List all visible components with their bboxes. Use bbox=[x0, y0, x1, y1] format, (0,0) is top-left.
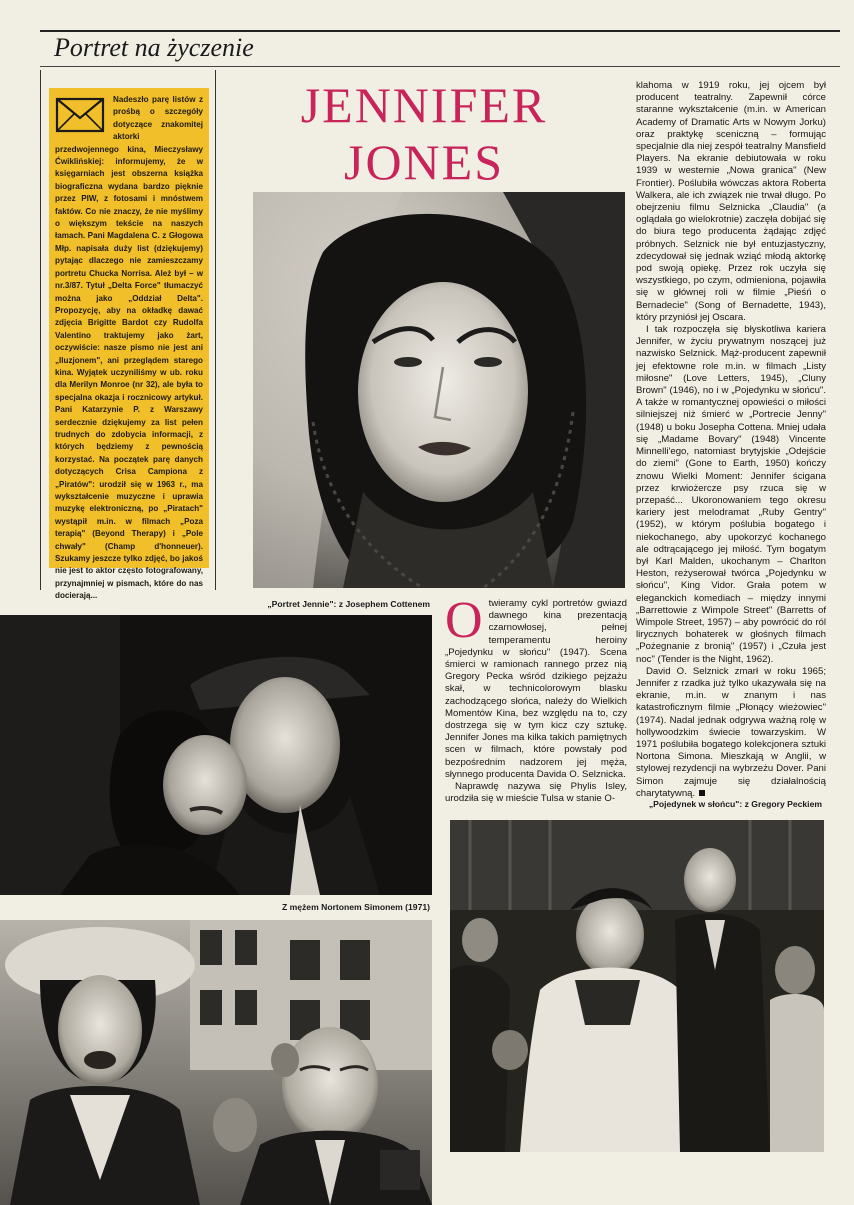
article-paragraph: I tak rozpoczęła się błyskotliwa kariera Jennifer, w życiu prywatnym noszącej już nazwisko Selznick. Mąż-producent zapewnił jej efektowne role m.in. w filmach „Listy miłosne" (Love Letters, 1945), „Cluny Brown" (1946), no i w „Pojedynku w słońcu". A także w romantycznej opowieści o miłości silniejszej niż śmierć w „Portrecie Jenny" (1948) u boku Josepha Cottena. Mniej udała się „Madame Bovary" (1948) Vincente Minnelli'ego, natomiast brytyjskie „Odejście do ziemi" (Gone to Earth, 1950) kończy znowu Wielki Moment: Jennifer ścigana przez krwiożercze psy rzuca się w przepaść... Ukoronowaniem tego okresu kariery jest melodramat „Ruby Gentry" (1952), w którym poślubia bogatego i niekochanego, aby upokorzyć kochanego ale odtrącającego jej miłość. Tym bogatym był Karl Malden, ukochanym – Charlton Heston, reżyserował twórca „Pojedynku w słońcu", King Vidor. Grała potem w eleganckich komediach – między innymi „Barrettowie z Wimpole Street" (Barretts of Wimpole Street, 1957) – aby powrócić do ról lirycznych bohaterek w głośnych filmach „Pożegnanie z bronią" (1957) i „Czuła jest noc" (Tender is the Night, 1962). bbox=[636, 324, 826, 665]
caption-pojedynek: „Pojedynek w słońcu": z Gregory Peckiem bbox=[648, 799, 822, 809]
caption-simon: Z mężem Nortonem Simonem (1971) bbox=[281, 902, 430, 912]
column-divider bbox=[215, 70, 216, 590]
article-paragraph bbox=[636, 666, 826, 800]
portrait-photo bbox=[253, 192, 625, 588]
article-text: twieramy cykl portretów gwiazd dawnego kina prezentacją czarnowłosej, pełnej temperamentu heroiny „Pojedynku w słońcu" (1947). Scena śmierci w ramionach rannego przez nią Gregory Pecka wśród dzikiego pejzażu skał, w technicolorowym blasku zachodzącego słońca, należy do Wielkich Momentów Kina, bez względu na to, czy dostrzega się w tym kicz czy sztukę. Jennifer Jones ma kilka takich pamiętnych scen w filmach, które powstały pod bezpośrednim nadzorem jej męża, słynnego producenta Davida O. Selznicka. bbox=[445, 598, 627, 780]
end-of-article-mark bbox=[699, 790, 705, 796]
intro-text: Nadeszło parę listów z prośbą o szczegóły dotyczące znakomitej aktorki przedwojennego kina, Mieczysławy Ćwiklińskiej: informujemy, że w księgarniach jest obszerna książka biograficzna wydana bardzo pięknie przez PIW, z fotosami i mnóstwem faktów. Co nie znaczy, że nie myślimy o większym tekście na naszych łamach. Pani Magdalena C. z Głogowa Młp. napisała duży list (dziękujemy) pytając dlaczego nie zamieszczamy portretu Chucka Norrisa. Ależ był – w nr.3/87. Tytuł „Delta Force" tłumaczyć można jako „Oddział Delta". Propozycję, aby na okładkę dawać zdjęcia Brigitte Bardot czy Rudolfa Valentino traktujemy jako żart, oczywiście: nasze pismo nie jest ani „Iluzjonem", ani przeglądem starego kina. Wyjątek uczyniliśmy w ub. roku dla Merilyn Monroe (nr 32), ale była to specjalna okazja i rocznicowy artykuł. Pani Katarzynie P. z Warszawy serdecznie dziękujemy za list pełen trudnych do zdobycia informacji, z których będziemy z pewnością korzystać. Na początek parę danych dotyczących Crisa Campiona z „Piratów": urodził się w 1963 r., ma wykształcenie muzyczne i uprawia muzykę elektroniczną, po „Piratach" wystąpił m.in. w filmach „Poza terapią" (Beyond Therapy) i „Pole chwały" (Champ d'honneuer). Szukamy jeszcze tylko zdjęć, bo jakoś nie jest to aktor często fotografowany, przynajmniej w pismach, które do nas docierają... bbox=[55, 95, 203, 601]
article-paragraph: Naprawdę nazywa się Phylis Isley, urodziła się w mieście Tulsa w stanie O- bbox=[445, 781, 627, 805]
headline-last-name: JONES bbox=[343, 134, 505, 190]
column-divider bbox=[40, 70, 41, 590]
caption-portret-jennie: „Portret Jennie": z Josephem Cottenem bbox=[267, 599, 430, 609]
article-text: David O. Selznick zmarł w roku 1965; Jennifer z rzadka już tylko ukazywała się na ekranie, m.in. w znanym i nas katastroficznym filmie „Płonący wieżowiec" (1974). Nadal jednak odgrywa ważną rolę w hollywoodzkim świecie towarzyskim. W 1971 poślubiła bogatego kolekcjonera sztuki Nortona Simona. Mieszkają w Anglii, w stylowej rezydencji na wybrzeżu Dover. Pani Simon zajmuje się działalnością charytatywną. bbox=[636, 665, 826, 799]
header-rule bbox=[40, 30, 840, 32]
photo-with-norton-simon bbox=[0, 920, 432, 1205]
article-column-2 bbox=[636, 80, 826, 800]
film-still-portret-jennie bbox=[0, 615, 432, 895]
film-still-pojedynek bbox=[450, 820, 824, 1152]
section-title: Portret na życzenie bbox=[54, 33, 254, 62]
intro-box bbox=[49, 88, 209, 601]
article-column-1 bbox=[445, 592, 627, 805]
header-rule bbox=[40, 66, 840, 67]
article-paragraph: klahoma w 1919 roku, jej ojcem był producent teatralny. Zapewnił córce staranne wykształcenie (m.in. w American Academy of Dramatic Arts w Nowym Jorku) oraz praktykę sceniczną – formując specjalnie dla niej zespół teatralny Mansfield Players. Na ekranie debiutowała w roku 1939 w westernie „Nowa granica" (New Frontier). Poślubiła wówczas aktora Roberta Walkera, ale ich związek nie trwał długo. Po obejrzeniu filmu Selznicka „Claudia" (a oglądała go wielokrotnie) zaczęła dobijać się do biura tego producenta żądając zdjęć próbnych. Selznick nie był entuzjastyczny, zdecydował się jednak wziąć młodą aktorkę pod swoją opiekę. Przez rok uczyła się wszystkiego, po czym, odmieniona, pojawiła się w głównej roli w filmie „Pieśń o Bernadecie" (Song of Bernadette, 1943), który przyniósł jej Oscara. bbox=[636, 80, 826, 323]
article-paragraph bbox=[445, 592, 627, 781]
headline-first-name: JENNIFER bbox=[300, 77, 548, 133]
envelope-icon bbox=[55, 96, 105, 134]
drop-cap: O bbox=[445, 592, 483, 649]
